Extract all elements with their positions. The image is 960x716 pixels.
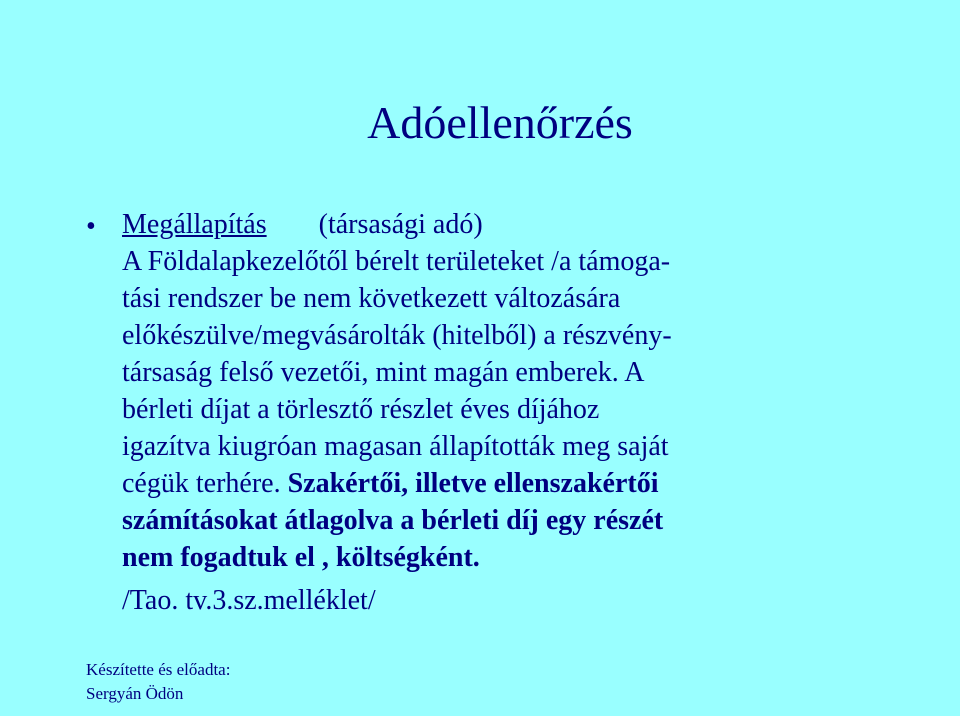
bold-line: számításokat átlagolva a bérleti díj egy részét [122,505,664,536]
body-line: bérleti díjat a törlesztő részlet éves díjához [122,394,600,425]
law-reference: /Tao. tv.3.sz.melléklet/ [122,585,376,616]
heading-subject: (társasági adó) [318,209,483,240]
heading-label: Megállapítás [122,209,267,240]
footer-line-2: Sergyán Ödön [86,684,184,703]
body-line: társaság felső vezetői, mint magán emberek. A [122,357,645,388]
bold-line: nem fogadtuk el , költségként. [122,542,480,573]
heading-line [122,206,942,243]
body-line: tási rendszer be nem következett változására [122,283,621,314]
slide-content [122,206,942,619]
slide-title-text: Adóellenőrzés [367,97,633,148]
body-line: A Földalapkezelőtől bérelt területeket /a támoga- [122,246,671,277]
bullet-marker: • [86,211,96,242]
slide-title [0,93,960,153]
body-line: előkészülve/megvásárolták (hitelből) a részvény- [122,320,672,351]
mixed-line-bold: Szakértői, illetve ellenszakértői [287,468,659,499]
footer-line-1: Készítette és előadta: [86,660,231,679]
body-line: igazítva kiugróan magasan állapították meg saját [122,431,669,462]
mixed-line-normal: cégük terhére. [122,468,288,499]
footer-credit [86,658,230,706]
mixed-line [122,465,942,502]
